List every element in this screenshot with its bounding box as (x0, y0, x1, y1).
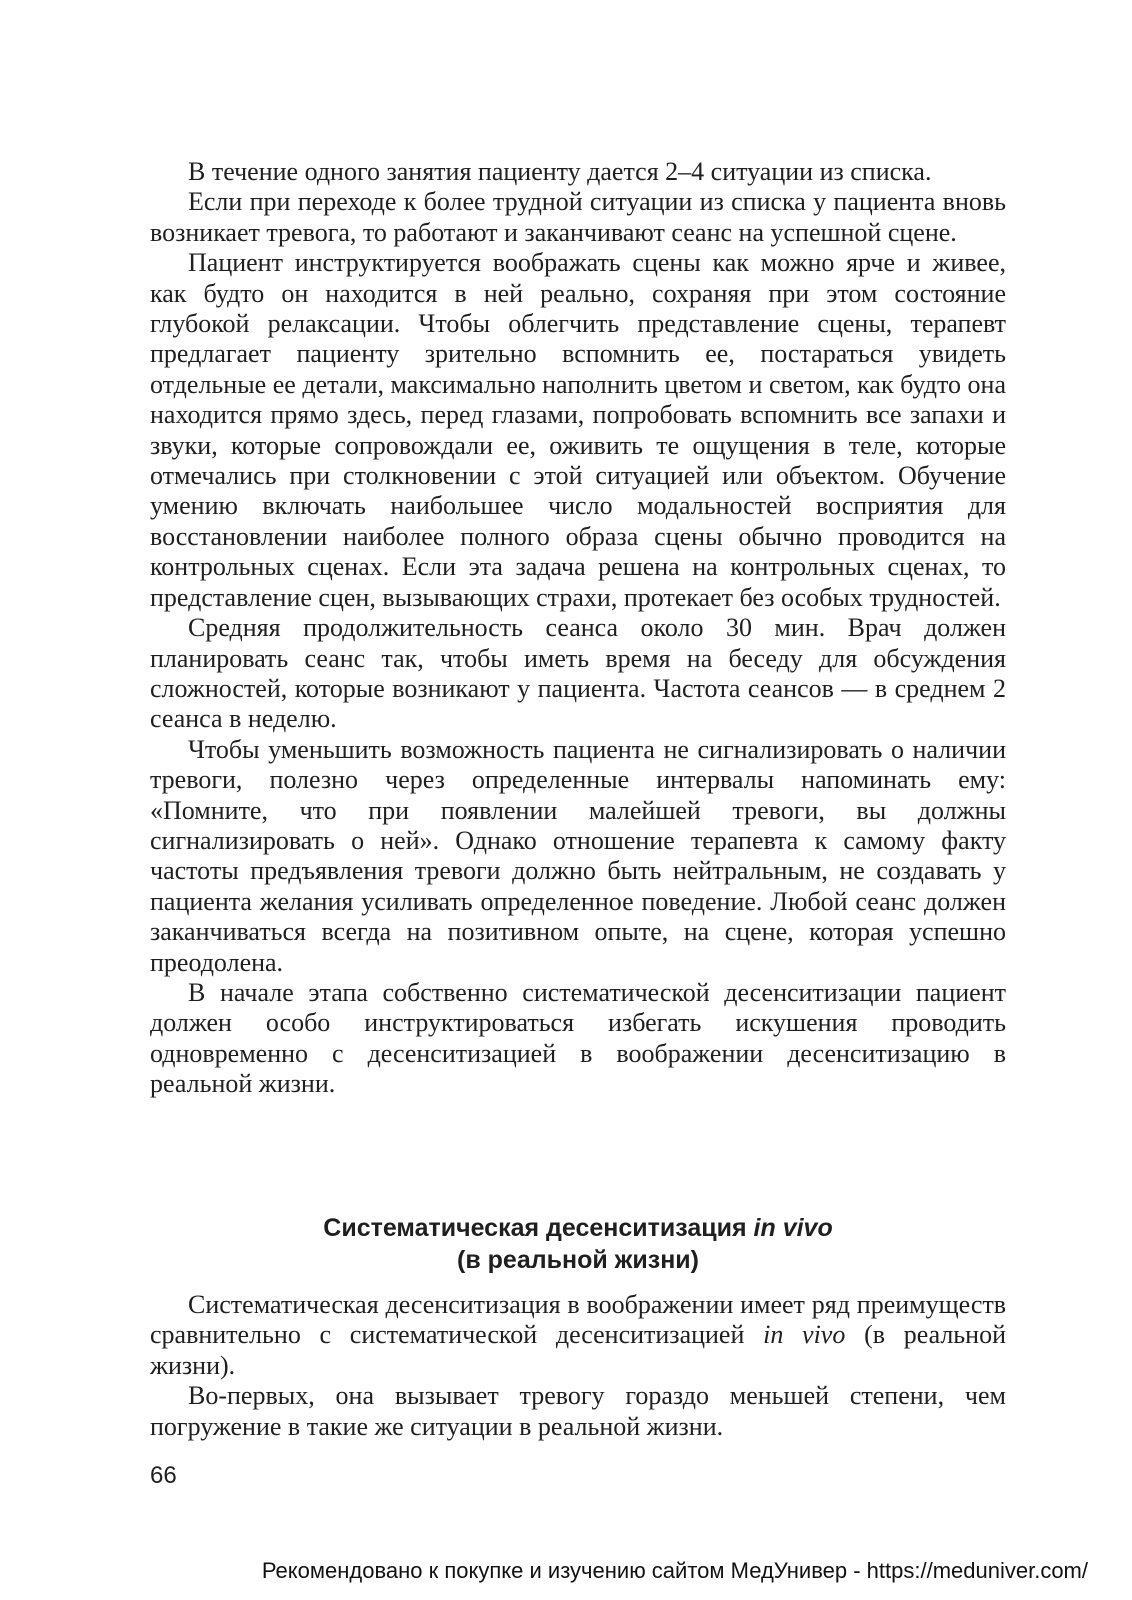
paragraph: В течение одного занятия пациенту дается 2–4 ситуации из списка. (188, 157, 932, 186)
body-text (150, 157, 1006, 1100)
paragraph: Во-первых, она вызывает тревогу гораздо меньшей степени, чем погружение в такие же ситуации в реальной жизни. (150, 1381, 1006, 1441)
italic-term: in vivo (763, 1320, 846, 1350)
section-heading-line-1 (150, 1212, 1006, 1244)
paragraph (150, 1290, 1006, 1381)
paragraph: Чтобы уменьшить возможность пациента не сигнализировать о наличии тревоги, полезно через определенные интервалы напоминать ему: «Помните, что при появлении малейшей тревоги, вы должны сигнализировать о ней». Однако отношение терапевта к самому факту частоты предъявления тревоги должно быть нейтральным, не создавать у пациента желания усиливать определенное поведение. Любой сеанс должен заканчиваться всегда на позитивном опыте, на сцене, которая успешно преодолена. (150, 734, 1006, 977)
paragraph-text: (в реальной жизни). (150, 1320, 1006, 1380)
page-number: 66 (150, 1462, 177, 1489)
paragraph: В начале этапа собственно систематической десенситизации пациент должен особо инструктироваться избегать искушения проводить одновременно с десенситизацией в воображении десенситизацию в реальной жизни. (150, 977, 1006, 1099)
section-body-text (150, 1290, 1006, 1442)
heading-text: Систематическая десенситизация (323, 1214, 754, 1242)
paragraph: Пациент инструктируется воображать сцены как можно ярче и живее, как будто он находится в ней реально, сохраняя при этом состояние глубокой релаксации. Чтобы облегчить представление сцены, терапевт предлагает пациенту зрительно вспомнить ее, постараться увидеть отдельные ее детали, максимально наполнить цветом и светом, как будто она находится прямо здесь, перед глазами, попробовать вспомнить все запахи и звуки, которые сопровождали ее, оживить те ощущения в теле, которые отмечались при столкновении с этой ситуацией или объектом. Обучение умению включать наибольшее число модальностей восприятия для восстановлении наиболее полного образа сцены обычно проводится на контрольных сценах. Если эта задача решена на контрольных сценах, то представление сцен, вызывающих страхи, протекает без особых трудностей. (150, 248, 1006, 612)
paragraph: Если при переходе к более трудной ситуации из списка у пациента вновь возникает тревога, то работают и заканчивают сеанс на успешной сцене. (150, 187, 1006, 247)
section-heading (150, 1212, 1006, 1276)
paragraph: Средняя продолжительность сеанса около 30 мин. Врач должен планировать сеанс так, чтобы иметь время на беседу для обсуждения сложностей, которые возникают у пациента. Частота сеансов — в среднем 2 сеанса в неделю. (150, 613, 1006, 734)
footer-watermark-text: Рекомендовано к покупке и изучению сайтом МедУнивер - https://meduniver.com/ (261, 1558, 1088, 1583)
section-heading-line-2: (в реальной жизни) (457, 1246, 699, 1274)
heading-italic-term: in vivo (753, 1214, 833, 1242)
paragraph-text: Систематическая десенситизация в воображении имеет ряд преимуществ сравнительно с систематической десенситизацией (150, 1290, 1006, 1350)
